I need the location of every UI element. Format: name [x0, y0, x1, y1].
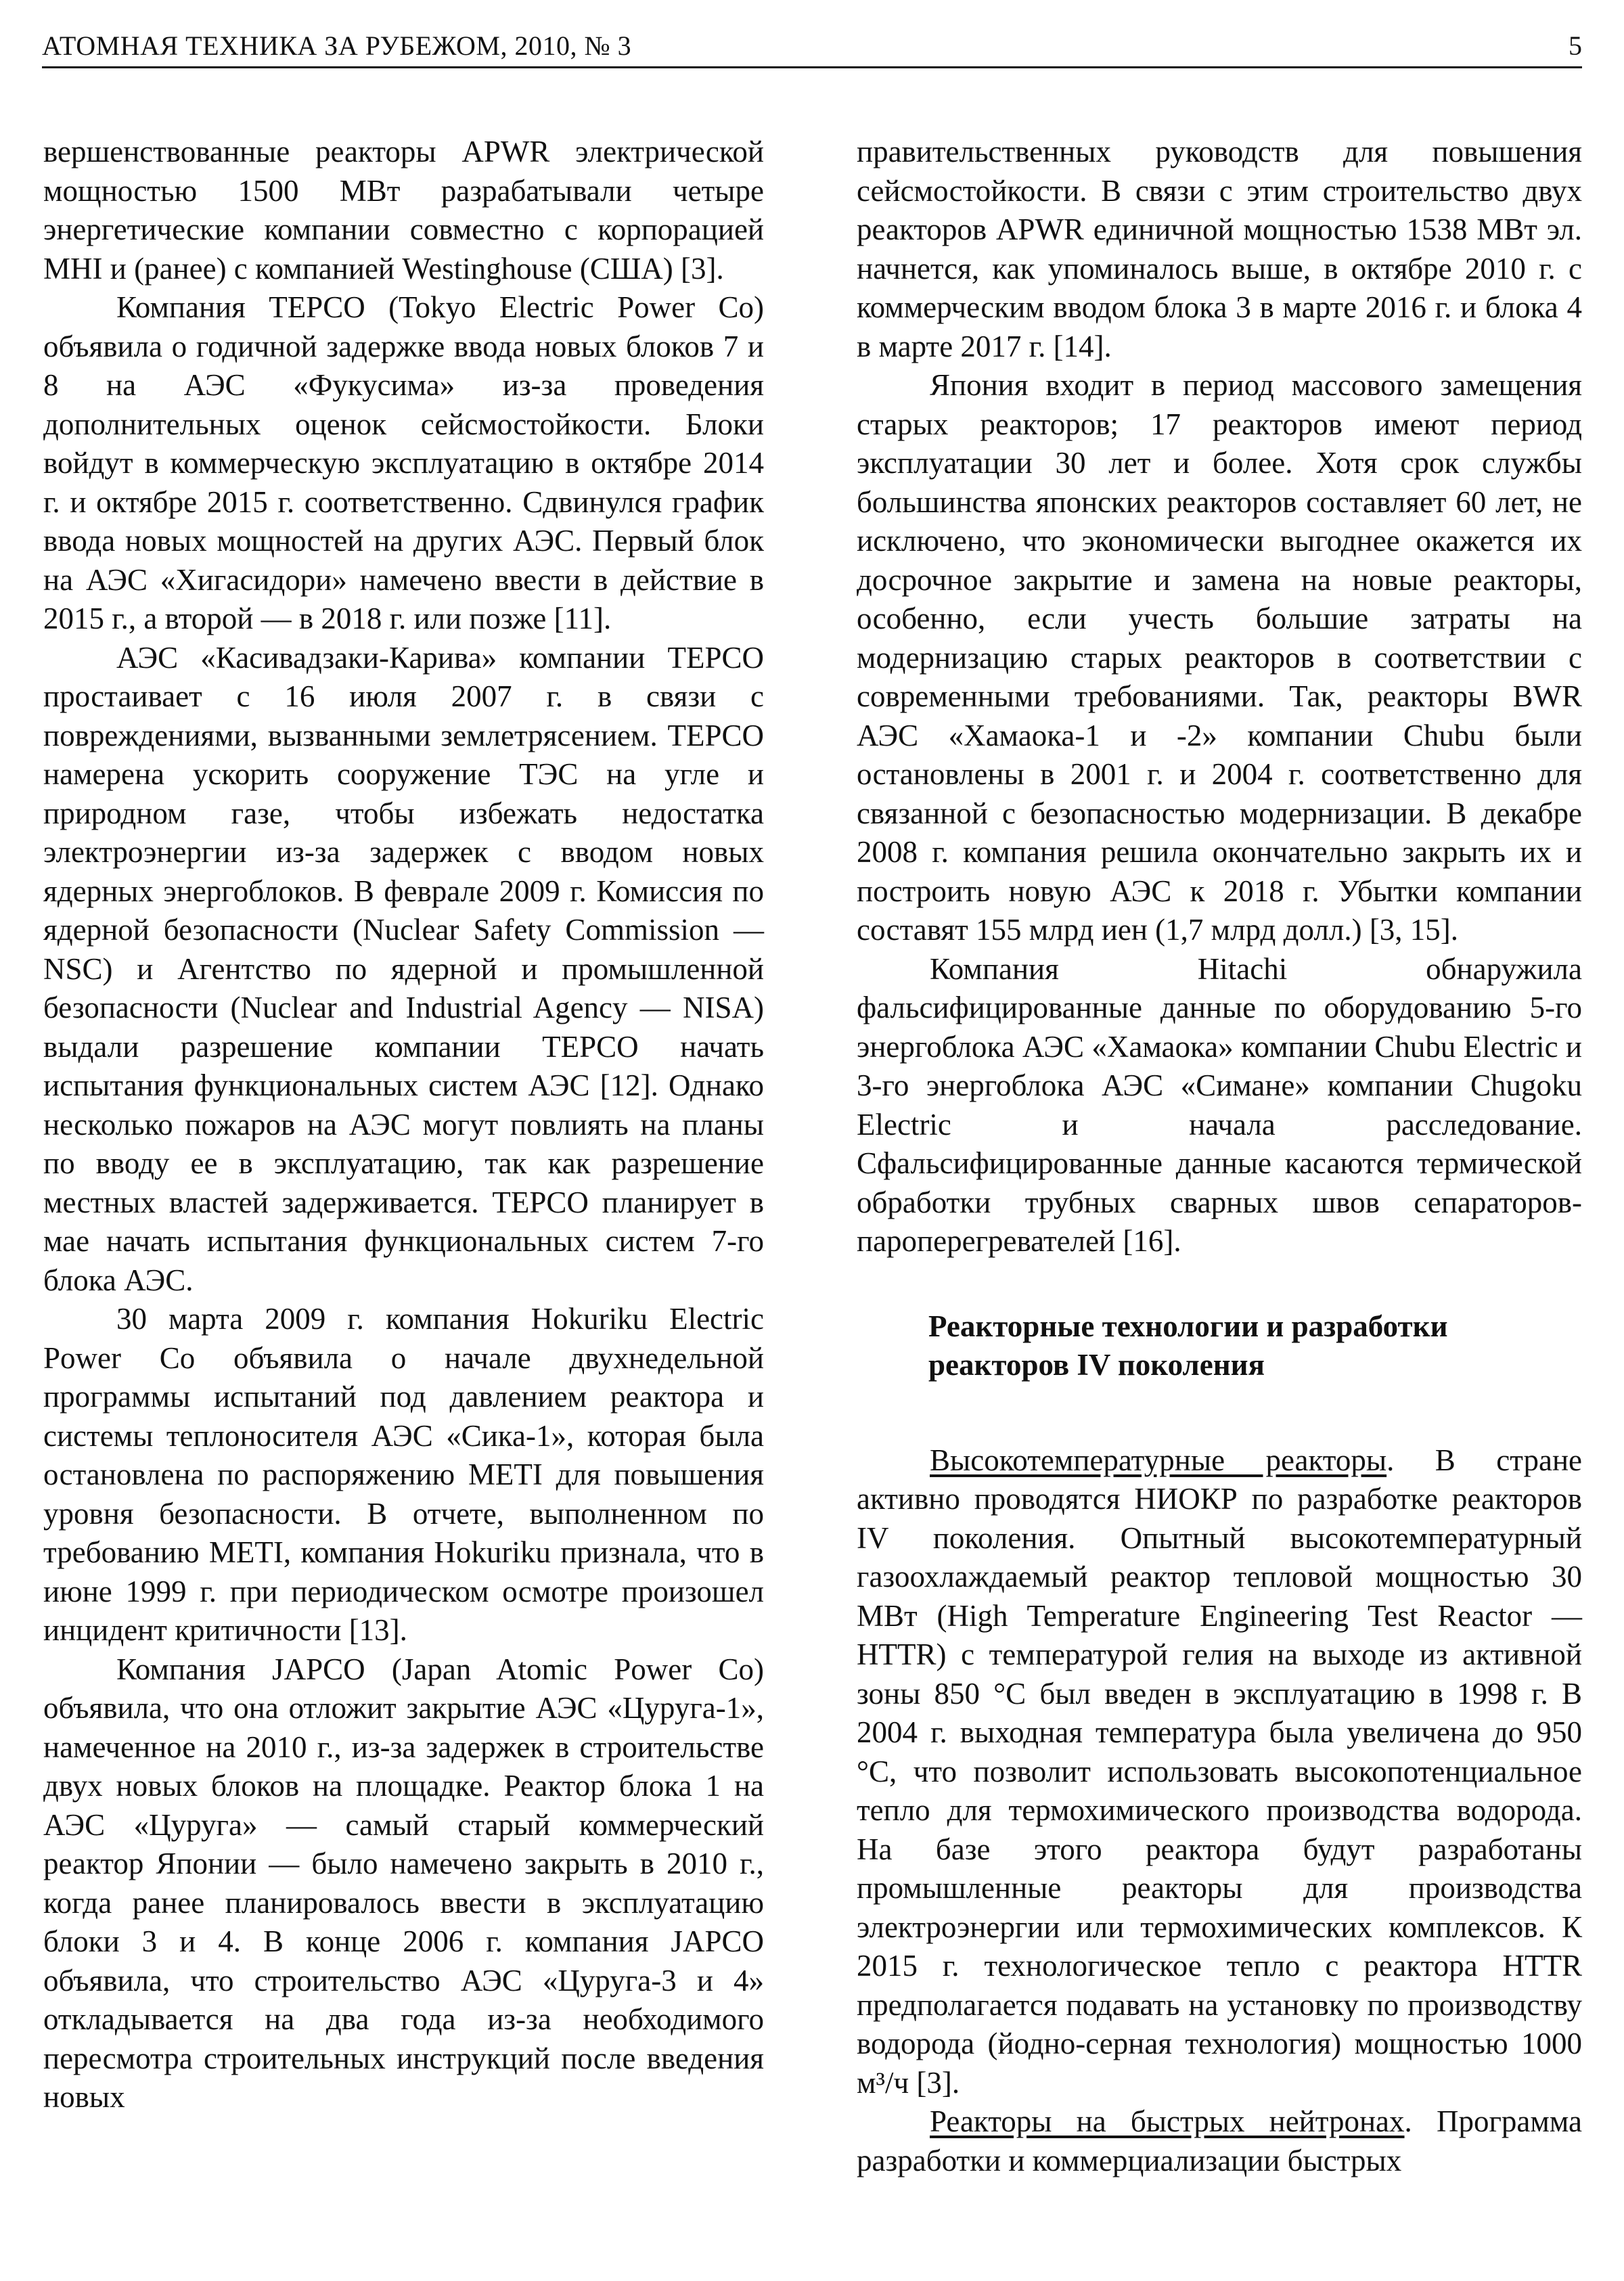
paragraph — [857, 1441, 1582, 2103]
section-heading-line: Реакторные технологии и разработки — [928, 1309, 1448, 1343]
paragraph: правительственных руководств для повышения сейсмостойкости. В связи с этим строительство двух реакторов APWR единичной мощностью 1538 МВт эл. начнется, как упоминалось выше, в октябре 2010 г. с коммерческим вводом блока 3 в марте 2016 г. и блока 4 в марте 2017 г. [14]. — [857, 135, 1582, 363]
subsection-lead: Реакторы на быстрых нейтронах — [930, 2104, 1405, 2138]
right-column — [857, 133, 1582, 2180]
journal-title: АТОМНАЯ ТЕХНИКА ЗА РУБЕЖОМ, 2010, № 3 — [42, 30, 632, 61]
paragraph: Компания TEPCO (Tokyo Electric Power Co) объявила о годичной задержке ввода новых блоков 7 и 8 на АЭС «Фукусима» из-за проведения дополнительных оценок сейсмостойкости. Блоки войдут в коммерческую эксплуатацию в октябре 2014 г. и октябре 2015 г. соответственно. Сдвинулся график ввода новых мощностей на других АЭС. Первый блок на АЭС «Хигасидори» намечено ввести в действие в 2015 г., а второй — в 2018 г. или позже [11]. — [43, 290, 764, 635]
section-heading — [857, 1307, 1582, 1384]
paragraph: Компания Hitachi обнаружила фальсифицированные данные по оборудованию 5-го энергоблока АЭС «Хамаока» компании Chubu Electric и 3-го энергоблока АЭС «Симане» компании Chugoku Electric и начала расследование. Сфальсифицированные данные касаются термической обработки трубных сварных швов сепараторов-пароперегревателей [16]. — [857, 951, 1582, 1258]
paragraph-text: . Программа разработки и коммерциализации быстрых — [857, 2104, 1582, 2177]
left-column — [43, 133, 764, 2117]
running-header — [42, 27, 1582, 68]
paragraph — [857, 2102, 1582, 2180]
paragraph-text: . В стране активно проводятся НИОКР по разработке реакторов IV поколения. Опытный высокотемпературный газоохлаждаемый реактор тепловой мощностью 30 МВт (High Temperature Engineering Test Reactor — HTTR) с температурой гелия на выходе из активной зоны 850 °С был введен в эксплуатацию в 1998 г. В 2004 г. выходная температура была увеличена до 950 °С, что позволит использовать высокопотенциальное тепло для термохимического производства водорода. На базе этого реактора будут разработаны промышленные реакторы для производства электроэнергии или термохимических комплексов. К 2015 г. технологическое тепло с реактора HTTR предполагается подавать на установку по производству водорода (йодно-серная технология) мощностью 1000 м³/ч [3]. — [857, 1443, 1583, 2100]
paragraph: Япония входит в период массового замещения старых реакторов; 17 реакторов имеют период эксплуатации 30 лет и более. Хотя срок службы большинства японских реакторов составляет 60 лет, не исключено, что экономически выгоднее окажется их досрочное закрытие и замена на новые реакторы, особенно, если учесть большие затраты на модернизацию старых реакторов в соответствии с современными требованиями. Так, реакторы BWR АЭС «Хамаока-1 и -2» компании Chubu были остановлены в 2001 г. и 2004 г. соответственно для связанной с безопасностью модернизации. В декабре 2008 г. компания решила окончательно закрыть их и построить новую АЭС к 2018 г. Убытки компании составят 155 млрд иен (1,7 млрд долл.) [3, 15]. — [857, 368, 1582, 947]
paragraph: вершенствованные реакторы APWR электрической мощностью 1500 МВт разрабатывали четыре энергетические компании совместно с корпорацией MHI и (ранее) с компанией Westinghouse (США) [3]. — [43, 135, 764, 286]
subsection-lead: Высокотемпературные реакторы — [930, 1443, 1387, 1477]
page-number: 5 — [1569, 30, 1582, 61]
paragraph: АЭС «Касивадзаки-Карива» компании TEPCO простаивает с 16 июля 2007 г. в связи с повреждениями, вызванными землетрясением. TEPCO намерена ускорить сооружение ТЭС на угле и природном газе, чтобы избежать недостатка электроэнергии из-за задержек с вводом новых ядерных энергоблоков. В феврале 2009 г. Комиссия по ядерной безопасности (Nuclear Safety Commission — NSC) и Агентство по ядерной и промышленной безопасности (Nuclear and Industrial Agency — NISA) выдали разрешение компании TEPCO начать испытания функциональных систем АЭС [12]. Однако несколько пожаров на АЭС могут повлиять на планы по вводу ее в эксплуатацию, так как разрешение местных властей задерживается. TEPCO планирует в мае начать испытания функциональных систем 7-го блока АЭС. — [43, 640, 764, 1297]
section-heading-line: реакторов IV поколения — [928, 1347, 1265, 1382]
paragraph: 30 марта 2009 г. компания Hokuriku Electric Power Co объявила о начале двухнедельной программы испытаний под давлением реактора и системы теплоносителя АЭС «Сика-1», которая была остановлена по распоряжению METI для повышения уровня безопасности. В отчете, выполненном по требованию METI, компания Hokuriku признала, что в июне 1999 г. при периодическом осмотре произошел инцидент критичности [13]. — [43, 1302, 764, 1647]
paragraph: Компания JAPCO (Japan Atomic Power Co) объявила, что она отложит закрытие АЭС «Цуруга-1», намеченное на 2010 г., из-за задержек в строительстве двух новых блоков на площадке. Реактор блока 1 на АЭС «Цуруга» — самый старый коммерческий реактор Японии — было намечено закрыть в 2010 г., когда ранее планировалось ввести в эксплуатацию блоки 3 и 4. В конце 2006 г. компания JAPCO объявила, что строительство АЭС «Цуруга-3 и 4» откладывается на два года из-за необходимого пересмотра строительных инструкций после введения новых — [43, 1652, 764, 2114]
